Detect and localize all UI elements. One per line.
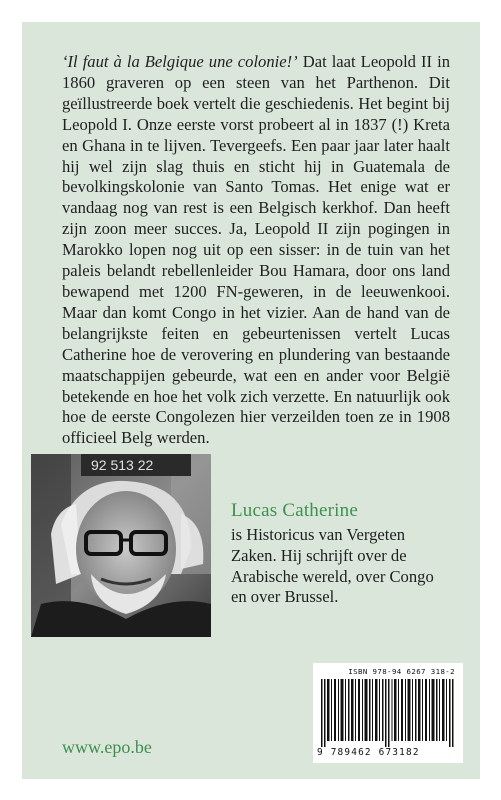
author-name: Lucas Catherine xyxy=(231,500,358,521)
barcode-digits: 9 789462 673182 xyxy=(317,747,420,758)
blurb-quote: ‘Il faut à la Belgique une colonie!’ xyxy=(62,52,298,71)
publisher-website-link[interactable]: www.epo.be xyxy=(62,737,152,757)
author-bio: is Historicus van Vergeten Zaken. Hij schrijft over de Arabische wereld, over Congo en over Brussel. xyxy=(231,525,434,607)
photo-sign-text: 92 513 22 xyxy=(91,457,154,473)
blurb-body: Dat laat Leopold II in 1860 graveren op een steen van het Parthenon. Dit geïllustreerde boek vertelt die geschiedenis. Het begint bij Leopold I. Onze eerste vorst probeert al in 1837 (!) Kreta en Ghana in te lijven. Tevergeefs. Een paar jaar later haalt hij wel zijn slag thuis en sticht hij in Guatemala de bevolkingskolonie van Santo Tomas. Het enige wat er vandaag nog van rest is een Belgisch kerkhof. Dan heeft zijn zoon meer succes. Ja, Leopold II zijn pogingen in Marokko lopen nog uit op een sisser: in de tuin van het paleis belandt rebellenleider Bou Hamara, door ons land bewapend met 1200 FN-geweren, in de leeuwenkooi. Maar dan komt Congo in het vizier. Aan de hand van de belangrijkste feiten en gebeurtenissen vertelt Lucas Catherine hoe de verovering en plundering van bestaande maatschappijen gebeurde, wat een en ander voor België betekende en hoe het volk zich verzette. En natuurlijk ook hoe de eerste Congolezen hier verzeilden toen ze in 1908 officieel Belg werden. xyxy=(62,52,450,448)
isbn-label: ISBN 978-94 6267 318-2 xyxy=(348,667,455,676)
author-photo xyxy=(31,454,211,637)
blurb-text xyxy=(62,52,450,449)
author-portrait-image xyxy=(31,454,211,637)
barcode-icon xyxy=(321,679,455,747)
barcode-box xyxy=(313,663,463,763)
